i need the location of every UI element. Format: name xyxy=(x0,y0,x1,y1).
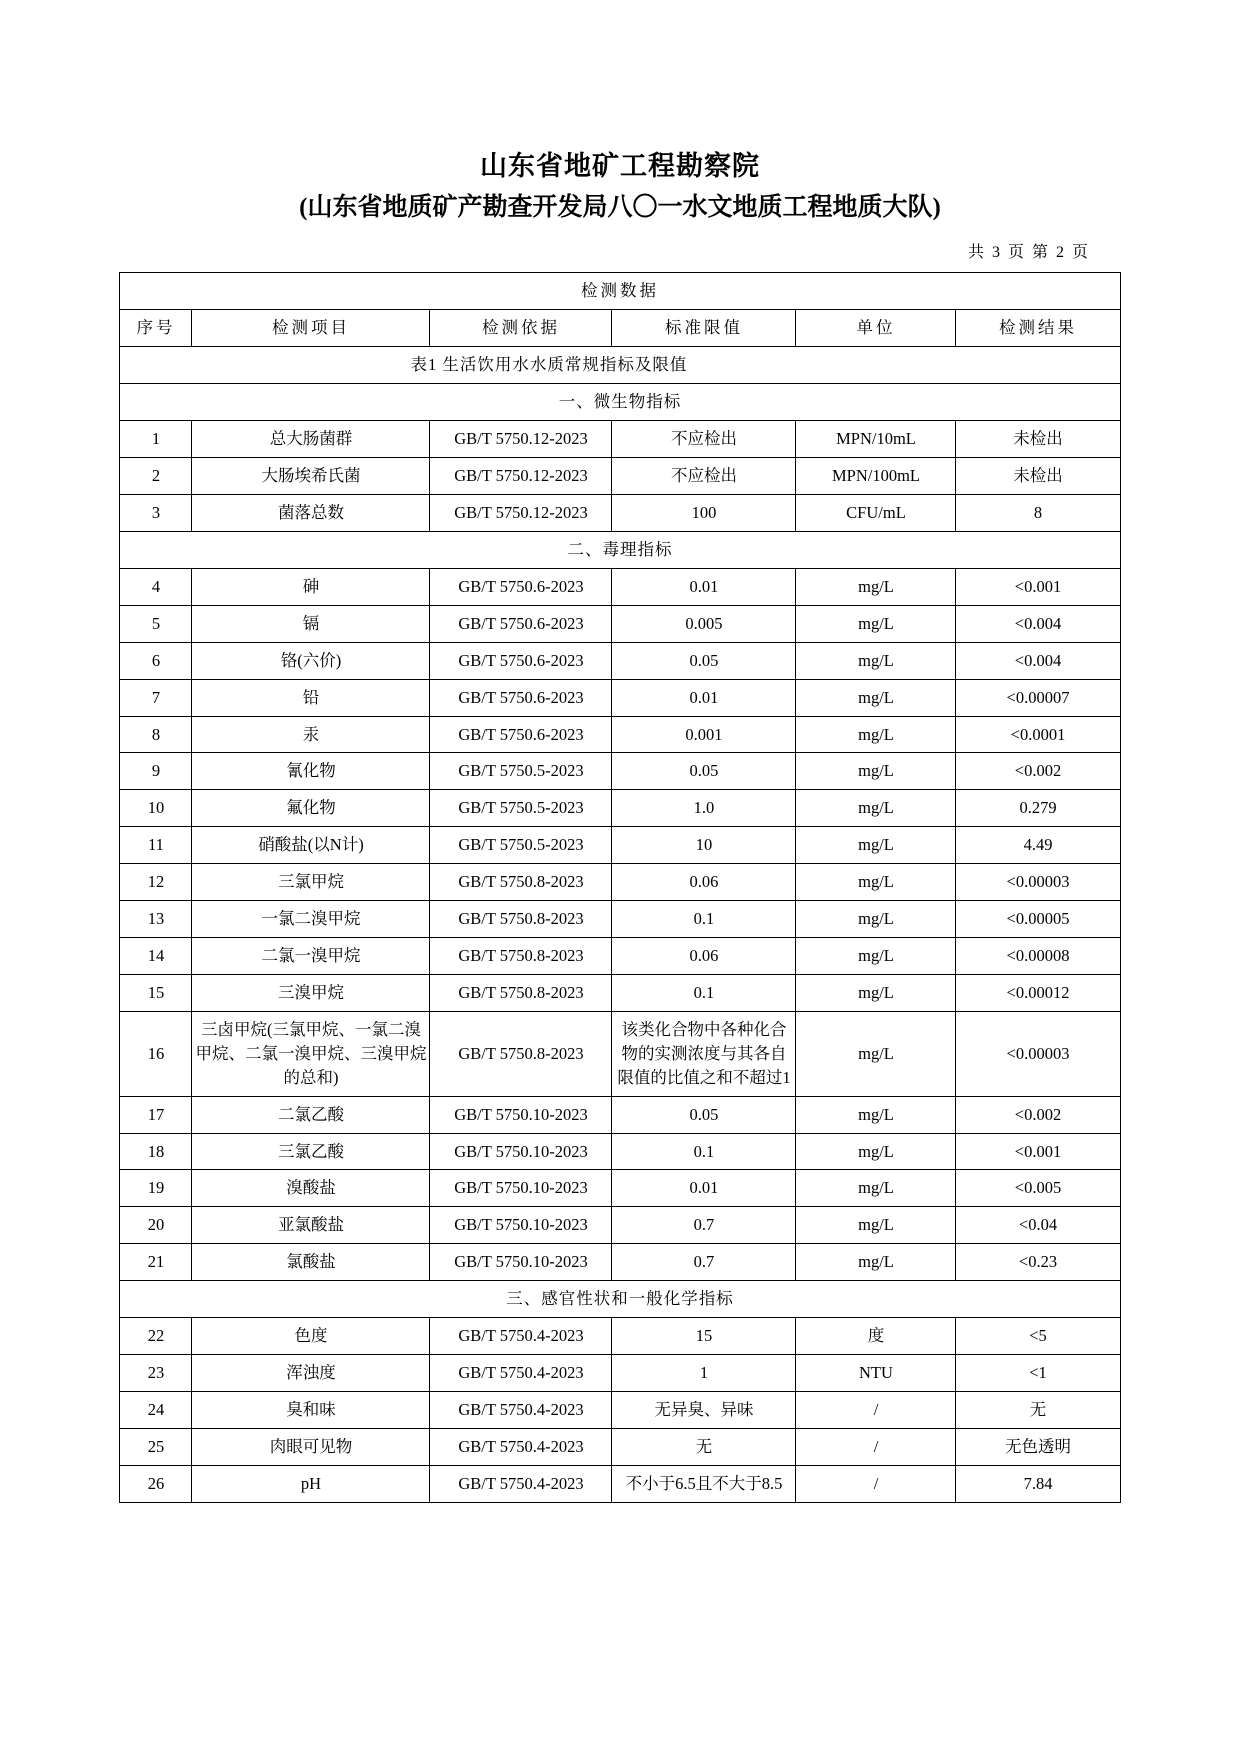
cell-item: 三氯乙酸 xyxy=(192,1133,430,1170)
table-row xyxy=(120,1428,1120,1465)
table-row xyxy=(120,1011,1120,1096)
cell-result: 未检出 xyxy=(956,421,1120,458)
cell-item: 浑浊度 xyxy=(192,1355,430,1392)
cell-no: 9 xyxy=(120,753,192,790)
cell-item: 臭和味 xyxy=(192,1392,430,1429)
test-data-table xyxy=(119,272,1120,1502)
cell-basis: GB/T 5750.10-2023 xyxy=(430,1207,612,1244)
cell-result: <1 xyxy=(956,1355,1120,1392)
cell-limit: 0.7 xyxy=(612,1244,796,1281)
cell-item: 硝酸盐(以N计) xyxy=(192,827,430,864)
cell-no: 7 xyxy=(120,679,192,716)
cell-item: 色度 xyxy=(192,1318,430,1355)
cell-no: 23 xyxy=(120,1355,192,1392)
cell-limit: 1.0 xyxy=(612,790,796,827)
cell-basis: GB/T 5750.12-2023 xyxy=(430,494,612,531)
cell-no: 3 xyxy=(120,494,192,531)
cell-unit: mg/L xyxy=(796,1133,956,1170)
cell-result: <0.001 xyxy=(956,568,1120,605)
cell-item: 氯酸盐 xyxy=(192,1244,430,1281)
cell-basis: GB/T 5750.8-2023 xyxy=(430,864,612,901)
column-header-no: 序号 xyxy=(120,310,192,347)
table-row xyxy=(120,1392,1120,1429)
cell-limit: 15 xyxy=(612,1318,796,1355)
cell-no: 19 xyxy=(120,1170,192,1207)
cell-no: 20 xyxy=(120,1207,192,1244)
cell-limit: 不应检出 xyxy=(612,421,796,458)
section-header-row xyxy=(120,1281,1120,1318)
cell-limit: 0.01 xyxy=(612,679,796,716)
cell-no: 4 xyxy=(120,568,192,605)
table-header-row xyxy=(120,310,1120,347)
cell-basis: GB/T 5750.10-2023 xyxy=(430,1133,612,1170)
cell-limit: 不小于6.5且不大于8.5 xyxy=(612,1465,796,1502)
cell-result: <0.23 xyxy=(956,1244,1120,1281)
cell-result: 7.84 xyxy=(956,1465,1120,1502)
cell-basis: GB/T 5750.4-2023 xyxy=(430,1318,612,1355)
cell-no: 13 xyxy=(120,901,192,938)
table-row xyxy=(120,1244,1120,1281)
cell-no: 5 xyxy=(120,605,192,642)
cell-no: 11 xyxy=(120,827,192,864)
cell-basis: GB/T 5750.4-2023 xyxy=(430,1392,612,1429)
table-row xyxy=(120,1096,1120,1133)
cell-no: 16 xyxy=(120,1011,192,1096)
cell-unit: mg/L xyxy=(796,1207,956,1244)
cell-basis: GB/T 5750.6-2023 xyxy=(430,716,612,753)
cell-unit: mg/L xyxy=(796,864,956,901)
cell-no: 18 xyxy=(120,1133,192,1170)
table-row xyxy=(120,1465,1120,1502)
cell-no: 1 xyxy=(120,421,192,458)
cell-basis: GB/T 5750.6-2023 xyxy=(430,568,612,605)
table-row xyxy=(120,1207,1120,1244)
column-header-item: 检测项目 xyxy=(192,310,430,347)
table-caption: 表1 生活饮用水水质常规指标及限值 xyxy=(120,347,1120,384)
cell-unit: mg/L xyxy=(796,568,956,605)
cell-no: 2 xyxy=(120,458,192,495)
cell-result: <0.04 xyxy=(956,1207,1120,1244)
table-caption-row xyxy=(120,347,1120,384)
cell-limit: 该类化合物中各种化合物的实测浓度与其各自限值的比值之和不超过1 xyxy=(612,1011,796,1096)
cell-unit: mg/L xyxy=(796,605,956,642)
cell-no: 8 xyxy=(120,716,192,753)
cell-unit: mg/L xyxy=(796,974,956,1011)
page-number-info: 共 3 页 第 2 页 xyxy=(967,244,1090,262)
cell-basis: GB/T 5750.8-2023 xyxy=(430,901,612,938)
cell-result: <0.00003 xyxy=(956,1011,1120,1096)
cell-result: <0.00005 xyxy=(956,901,1120,938)
cell-unit: / xyxy=(796,1392,956,1429)
section-header-label: 三、感官性状和一般化学指标 xyxy=(120,1281,1120,1318)
cell-limit: 0.06 xyxy=(612,938,796,975)
column-header-unit: 单位 xyxy=(796,310,956,347)
table-row xyxy=(120,605,1120,642)
cell-unit: mg/L xyxy=(796,642,956,679)
cell-basis: GB/T 5750.4-2023 xyxy=(430,1355,612,1392)
cell-result: 4.49 xyxy=(956,827,1120,864)
cell-limit: 0.1 xyxy=(612,1133,796,1170)
cell-unit: MPN/10mL xyxy=(796,421,956,458)
cell-basis: GB/T 5750.6-2023 xyxy=(430,605,612,642)
cell-result: <0.00007 xyxy=(956,679,1120,716)
cell-unit: mg/L xyxy=(796,753,956,790)
cell-result: 0.279 xyxy=(956,790,1120,827)
cell-item: 大肠埃希氏菌 xyxy=(192,458,430,495)
table-row xyxy=(120,642,1120,679)
cell-basis: GB/T 5750.5-2023 xyxy=(430,790,612,827)
section-header-row xyxy=(120,384,1120,421)
cell-basis: GB/T 5750.5-2023 xyxy=(430,827,612,864)
cell-limit: 100 xyxy=(612,494,796,531)
table-row xyxy=(120,1133,1120,1170)
cell-limit: 0.1 xyxy=(612,974,796,1011)
table-row xyxy=(120,494,1120,531)
cell-limit: 0.05 xyxy=(612,642,796,679)
cell-item: 菌落总数 xyxy=(192,494,430,531)
cell-basis: GB/T 5750.8-2023 xyxy=(430,938,612,975)
cell-unit: CFU/mL xyxy=(796,494,956,531)
section-header-row xyxy=(120,531,1120,568)
cell-item: 总大肠菌群 xyxy=(192,421,430,458)
cell-basis: GB/T 5750.10-2023 xyxy=(430,1170,612,1207)
cell-limit: 1 xyxy=(612,1355,796,1392)
cell-no: 6 xyxy=(120,642,192,679)
cell-unit: mg/L xyxy=(796,1011,956,1096)
cell-limit: 0.05 xyxy=(612,753,796,790)
table-title: 检测数据 xyxy=(120,273,1120,310)
cell-item: 溴酸盐 xyxy=(192,1170,430,1207)
cell-basis: GB/T 5750.6-2023 xyxy=(430,679,612,716)
cell-basis: GB/T 5750.5-2023 xyxy=(430,753,612,790)
cell-item: 砷 xyxy=(192,568,430,605)
table-row xyxy=(120,827,1120,864)
cell-basis: GB/T 5750.10-2023 xyxy=(430,1244,612,1281)
cell-basis: GB/T 5750.8-2023 xyxy=(430,1011,612,1096)
cell-unit: mg/L xyxy=(796,679,956,716)
table-row xyxy=(120,568,1120,605)
cell-item: 铅 xyxy=(192,679,430,716)
cell-unit: mg/L xyxy=(796,1170,956,1207)
cell-unit: / xyxy=(796,1428,956,1465)
cell-limit: 不应检出 xyxy=(612,458,796,495)
cell-result: <0.002 xyxy=(956,1096,1120,1133)
cell-item: 三卤甲烷(三氯甲烷、一氯二溴甲烷、二氯一溴甲烷、三溴甲烷的总和) xyxy=(192,1011,430,1096)
cell-no: 22 xyxy=(120,1318,192,1355)
cell-unit: mg/L xyxy=(796,1096,956,1133)
cell-limit: 0.06 xyxy=(612,864,796,901)
cell-no: 21 xyxy=(120,1244,192,1281)
cell-result: 未检出 xyxy=(956,458,1120,495)
table-row xyxy=(120,938,1120,975)
cell-unit: mg/L xyxy=(796,790,956,827)
cell-limit: 无 xyxy=(612,1428,796,1465)
column-header-basis: 检测依据 xyxy=(430,310,612,347)
table-row xyxy=(120,1318,1120,1355)
cell-unit: mg/L xyxy=(796,716,956,753)
cell-basis: GB/T 5750.12-2023 xyxy=(430,458,612,495)
cell-limit: 无异臭、异味 xyxy=(612,1392,796,1429)
cell-result: <0.00008 xyxy=(956,938,1120,975)
cell-unit: mg/L xyxy=(796,938,956,975)
cell-unit: mg/L xyxy=(796,1244,956,1281)
cell-unit: 度 xyxy=(796,1318,956,1355)
cell-result: <0.001 xyxy=(956,1133,1120,1170)
cell-result: <0.002 xyxy=(956,753,1120,790)
cell-result: <0.004 xyxy=(956,642,1120,679)
cell-item: 三氯甲烷 xyxy=(192,864,430,901)
table-row xyxy=(120,421,1120,458)
cell-item: 汞 xyxy=(192,716,430,753)
cell-no: 17 xyxy=(120,1096,192,1133)
cell-result: <0.00003 xyxy=(956,864,1120,901)
cell-result: <5 xyxy=(956,1318,1120,1355)
column-header-limit: 标准限值 xyxy=(612,310,796,347)
cell-no: 12 xyxy=(120,864,192,901)
section-header-label: 一、微生物指标 xyxy=(120,384,1120,421)
table-row xyxy=(120,679,1120,716)
cell-item: 二氯一溴甲烷 xyxy=(192,938,430,975)
cell-no: 26 xyxy=(120,1465,192,1502)
cell-result: <0.005 xyxy=(956,1170,1120,1207)
cell-limit: 0.005 xyxy=(612,605,796,642)
cell-unit: mg/L xyxy=(796,827,956,864)
table-row xyxy=(120,716,1120,753)
cell-no: 24 xyxy=(120,1392,192,1429)
cell-item: 氟化物 xyxy=(192,790,430,827)
cell-item: 氰化物 xyxy=(192,753,430,790)
cell-basis: GB/T 5750.10-2023 xyxy=(430,1096,612,1133)
column-header-result: 检测结果 xyxy=(956,310,1120,347)
table-row xyxy=(120,753,1120,790)
cell-basis: GB/T 5750.4-2023 xyxy=(430,1428,612,1465)
cell-unit: MPN/100mL xyxy=(796,458,956,495)
table-row xyxy=(120,974,1120,1011)
cell-no: 25 xyxy=(120,1428,192,1465)
cell-result: <0.0001 xyxy=(956,716,1120,753)
cell-result: <0.00012 xyxy=(956,974,1120,1011)
table-title-row xyxy=(120,273,1120,310)
cell-limit: 0.01 xyxy=(612,1170,796,1207)
cell-no: 14 xyxy=(120,938,192,975)
cell-limit: 0.01 xyxy=(612,568,796,605)
cell-item: 三溴甲烷 xyxy=(192,974,430,1011)
cell-unit: NTU xyxy=(796,1355,956,1392)
cell-result: 无色透明 xyxy=(956,1428,1120,1465)
cell-result: 无 xyxy=(956,1392,1120,1429)
cell-item: 一氯二溴甲烷 xyxy=(192,901,430,938)
table-row xyxy=(120,864,1120,901)
cell-limit: 0.001 xyxy=(612,716,796,753)
section-header-label: 二、毒理指标 xyxy=(120,531,1120,568)
table-row xyxy=(120,1355,1120,1392)
cell-item: 镉 xyxy=(192,605,430,642)
cell-item: 肉眼可见物 xyxy=(192,1428,430,1465)
cell-basis: GB/T 5750.6-2023 xyxy=(430,642,612,679)
cell-limit: 0.05 xyxy=(612,1096,796,1133)
cell-unit: / xyxy=(796,1465,956,1502)
cell-item: 铬(六价) xyxy=(192,642,430,679)
cell-item: 二氯乙酸 xyxy=(192,1096,430,1133)
cell-item: pH xyxy=(192,1465,430,1502)
table-row xyxy=(120,1170,1120,1207)
cell-limit: 0.1 xyxy=(612,901,796,938)
cell-basis: GB/T 5750.4-2023 xyxy=(430,1465,612,1502)
table-row xyxy=(120,790,1120,827)
organization-title: 山东省地矿工程勘察院 xyxy=(480,151,760,181)
organization-subtitle: (山东省地质矿产勘查开发局八〇一水文地质工程地质大队) xyxy=(299,194,941,222)
cell-basis: GB/T 5750.8-2023 xyxy=(430,974,612,1011)
cell-basis: GB/T 5750.12-2023 xyxy=(430,421,612,458)
cell-no: 15 xyxy=(120,974,192,1011)
table-row xyxy=(120,901,1120,938)
cell-result: <0.004 xyxy=(956,605,1120,642)
cell-item: 亚氯酸盐 xyxy=(192,1207,430,1244)
cell-limit: 10 xyxy=(612,827,796,864)
cell-result: 8 xyxy=(956,494,1120,531)
cell-limit: 0.7 xyxy=(612,1207,796,1244)
document-header xyxy=(0,0,1240,225)
cell-unit: mg/L xyxy=(796,901,956,938)
table-row xyxy=(120,458,1120,495)
cell-no: 10 xyxy=(120,790,192,827)
